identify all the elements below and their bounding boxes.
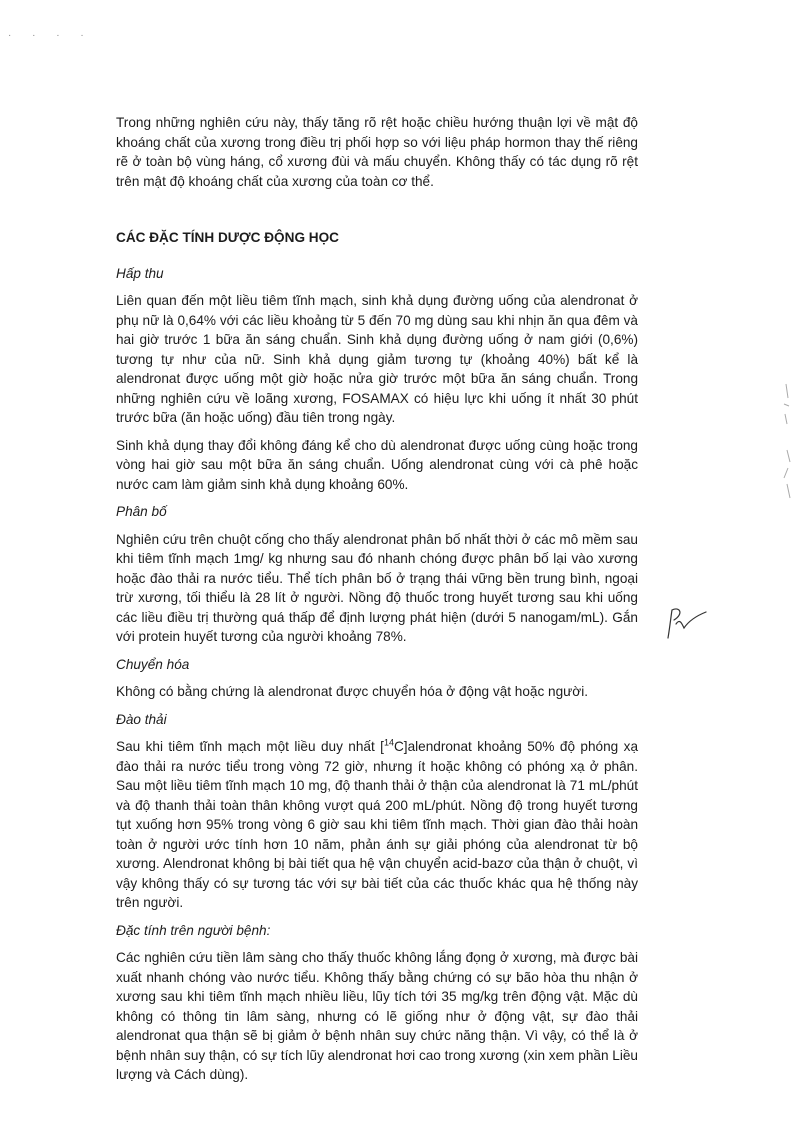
subheading-absorption: Hấp thu	[116, 265, 164, 281]
elimination-text-post: C]alendronat khoảng 50% độ phóng xạ đào thải ra nước tiểu trong vòng 72 giờ, nhưng ít hoặc không có phóng xạ ở phân. Sau một liều tiêm tĩnh mạch 10 mg, độ thanh thải ở thận của alendronat là 71 mL/phút và độ thanh thải toàn thân không vượt quá 200 mL/phút. Nồng độ trong huyết tương tụt xuống hơn 95% trong vòng 6 giờ sau khi tiêm tĩnh mạch. Thời gian đào thải hoàn toàn ở người ước tính hơn 10 năm, phản ánh sự giải phóng của alendronat từ bộ xương. Alendronat không bị bài tiết qua hệ vận chuyển acid-bazơ của thận ở chuột, vì vậy không thấy có sự tương tác với sự bài tiết của các thuốc khác qua hệ thống này trên người.	[116, 739, 639, 910]
metabolism-paragraph: Không có bằng chứng là alendronat được chuyển hóa ở động vật hoặc người.	[116, 684, 588, 699]
subheading-patients: Đặc tính trên người bệnh:	[116, 922, 271, 938]
distribution-paragraph: Nghiên cứu trên chuột cống cho thấy alendronat phân bố nhất thời ở các mô mềm sau khi tiêm tĩnh mạch 1mg/ kg nhưng sau đó nhanh chóng được phân bố lại vào xương hoặc đào thải ra nước tiểu. Thể tích phân bố ở trạng thái vững bền trung bình, ngoại trừ xương, tối thiểu là 28 lít ở người. Nồng độ thuốc trong huyết tương sau khi uống các liều điều trị thường quá thấp để định lượng phát hiện (dưới 5 nanogam/mL). Gắn với protein huyết tương của người khoảng 78%.	[116, 531, 638, 644]
isotope-superscript: 14	[383, 737, 394, 748]
subheading-metabolism: Chuyển hóa	[116, 656, 190, 672]
handwritten-initials	[662, 604, 712, 644]
patients-paragraph: Các nghiên cứu tiền lâm sàng cho thấy thuốc không lắng đọng ở xương, mà được bài xuất nhanh chóng vào nước tiểu. Không thấy bằng chứng có sự bão hòa thu nhận ở xương sau khi tiêm tĩnh mạch nhiều liều, lũy tích tới 35 mg/kg trên động vật. Mặc dù không có thông tin lâm sàng, nhưng có lẽ giống như ở động vật, sự đào thải alendronat qua thận sẽ bị giảm ở bệnh nhân suy chức năng thận. Vì vậy, có thể là ở bệnh nhân suy thận, có sự tích lũy alendronat hơi cao trong xương (xin xem phần Liều lượng và Cách dùng).	[116, 950, 638, 1082]
section-heading: CÁC ĐẶC TÍNH DƯỢC ĐỘNG HỌC	[116, 230, 339, 245]
absorption-paragraph-1: Liên quan đến một liều tiêm tĩnh mạch, sinh khả dụng đường uống của alendronat ở phụ nữ là 0,64% với các liều khoảng từ 5 đến 70 mg dùng sau khi nhịn ăn qua đêm và hai giờ trước 1 bữa ăn sáng chuẩn. Sinh khả dụng đường uống ở nam giới (0,6%) tương tự như của nữ. Sinh khả dụng giảm tương tự (khoảng 40%) bất kể là alendronat được uống một giờ hoặc nửa giờ trước một bữa ăn sáng chuẩn. Trong những nghiên cứu về loãng xương, FOSAMAX có hiệu lực khi uống ít nhất 30 phút trước bữa (ăn hoặc uống) đầu tiên trong ngày.	[116, 293, 638, 425]
subheading-elimination: Đào thải	[116, 711, 167, 727]
absorption-paragraph-2: Sinh khả dụng thay đổi không đáng kể cho dù alendronat được uống cùng hoặc trong vòng hai giờ sau một bữa ăn sáng chuẩn. Uống alendronat cùng với cà phê hoặc nước cam làm giảm sinh khả dụng khoảng 60%.	[116, 437, 638, 492]
margin-stamp-marks	[778, 380, 796, 510]
subheading-distribution: Phân bố	[116, 504, 167, 519]
elimination-text-pre: Sau khi tiêm tĩnh mạch một liều duy nhất [	[116, 739, 384, 754]
intro-paragraph: Trong những nghiên cứu này, thấy tăng rõ rệt hoặc chiều hướng thuận lợi về mật độ khoáng chất của xương trong điều trị phối hợp so với liệu pháp hormon thay thế riêng rẽ ở toàn bộ vùng háng, cổ xương đùi và mấu chuyển. Không thấy có tác dụng rõ rệt trên mật độ khoáng chất của xương của toàn cơ thể.	[116, 115, 638, 189]
document-body	[116, 113, 638, 1093]
elimination-paragraph	[116, 737, 638, 913]
scan-specks: · · · ·	[8, 30, 93, 41]
